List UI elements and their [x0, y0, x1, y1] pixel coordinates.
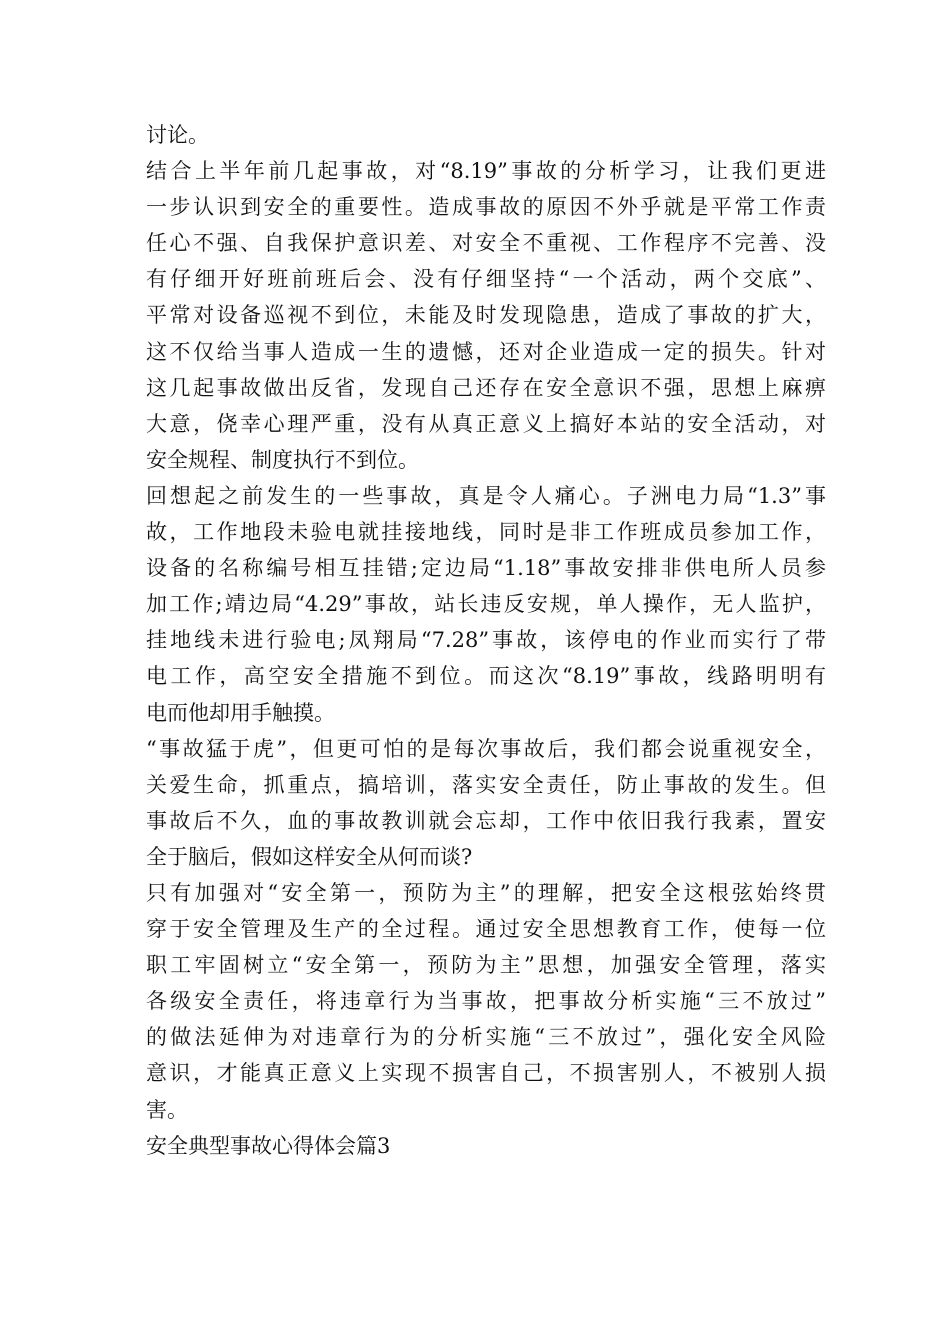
text-line: “事故猛于虎”，但更可怕的是每次事故后，我们都会说重视安全， [146, 736, 826, 761]
text-line: 任心不强、自我保护意识差、对安全不重视、工作程序不完善、没 [146, 231, 826, 256]
text-line: 挂地线未进行验电;凤翔局“7.28”事故，该停电的作业而实行了带 [146, 628, 826, 653]
text-line: 穿于安全管理及生产的全过程。通过安全思想教育工作，使每一位 [146, 917, 826, 942]
text-line: 害。 [146, 1097, 188, 1122]
text-line: 大意，侥幸心理严重，没有从真正意义上搞好本站的安全活动，对 [146, 411, 826, 436]
text-line: 回想起之前发生的一些事故，真是令人痛心。子洲电力局“1.3”事 [146, 483, 826, 508]
text-line: 一步认识到安全的重要性。造成事故的原因不外乎就是平常工作责 [146, 195, 826, 220]
text-line: 讨论。 [146, 123, 209, 147]
text-line: 这不仅给当事人造成一生的遗憾，还对企业造成一定的损失。针对 [146, 339, 826, 364]
text-line: 电而他却用手触摸。 [146, 700, 335, 725]
document-body [146, 117, 826, 1164]
text-line: 结合上半年前几起事故，对“8.19”事故的分析学习，让我们更进 [146, 159, 826, 184]
text-line: 有仔细开好班前班后会、没有仔细坚持“一个活动，两个交底”、 [146, 267, 826, 292]
text-line: 安全规程、制度执行不到位。 [146, 447, 419, 472]
text-line: 全于脑后，假如这样安全从何而谈? [146, 844, 473, 869]
text-line: 各级安全责任，将违章行为当事故，把事故分析实施“三不放过” [146, 989, 826, 1014]
text-line: 关爱生命，抓重点，搞培训，落实安全责任，防止事故的发生。但 [146, 772, 826, 797]
text-line: 的做法延伸为对违章行为的分析实施“三不放过”，强化安全风险 [146, 1025, 826, 1050]
text-line: 只有加强对“安全第一，预防为主”的理解，把安全这根弦始终贯 [146, 880, 826, 905]
text-line: 加工作;靖边局“4.29”事故，站长违反安规，单人操作，无人监护， [146, 592, 826, 617]
section-heading: 安全典型事故心得体会篇3 [146, 1133, 391, 1158]
text-line: 电工作，高空安全措施不到位。而这次“8.19”事故，线路明明有 [146, 664, 826, 689]
text-line: 设备的名称编号相互挂错;定边局“1.18”事故安排非供电所人员参 [146, 556, 826, 581]
text-line: 意识，才能真正意义上实现不损害自己，不损害别人，不被别人损 [146, 1061, 826, 1086]
text-line: 平常对设备巡视不到位，未能及时发现隐患，造成了事故的扩大， [146, 303, 826, 328]
text-line: 这几起事故做出反省，发现自己还存在安全意识不强，思想上麻痹 [146, 375, 826, 400]
text-line: 故，工作地段未验电就挂接地线，同时是非工作班成员参加工作， [146, 520, 826, 545]
text-line: 职工牢固树立“安全第一，预防为主”思想，加强安全管理，落实 [146, 953, 826, 978]
text-line: 事故后不久，血的事故教训就会忘却，工作中依旧我行我素，置安 [146, 808, 826, 833]
